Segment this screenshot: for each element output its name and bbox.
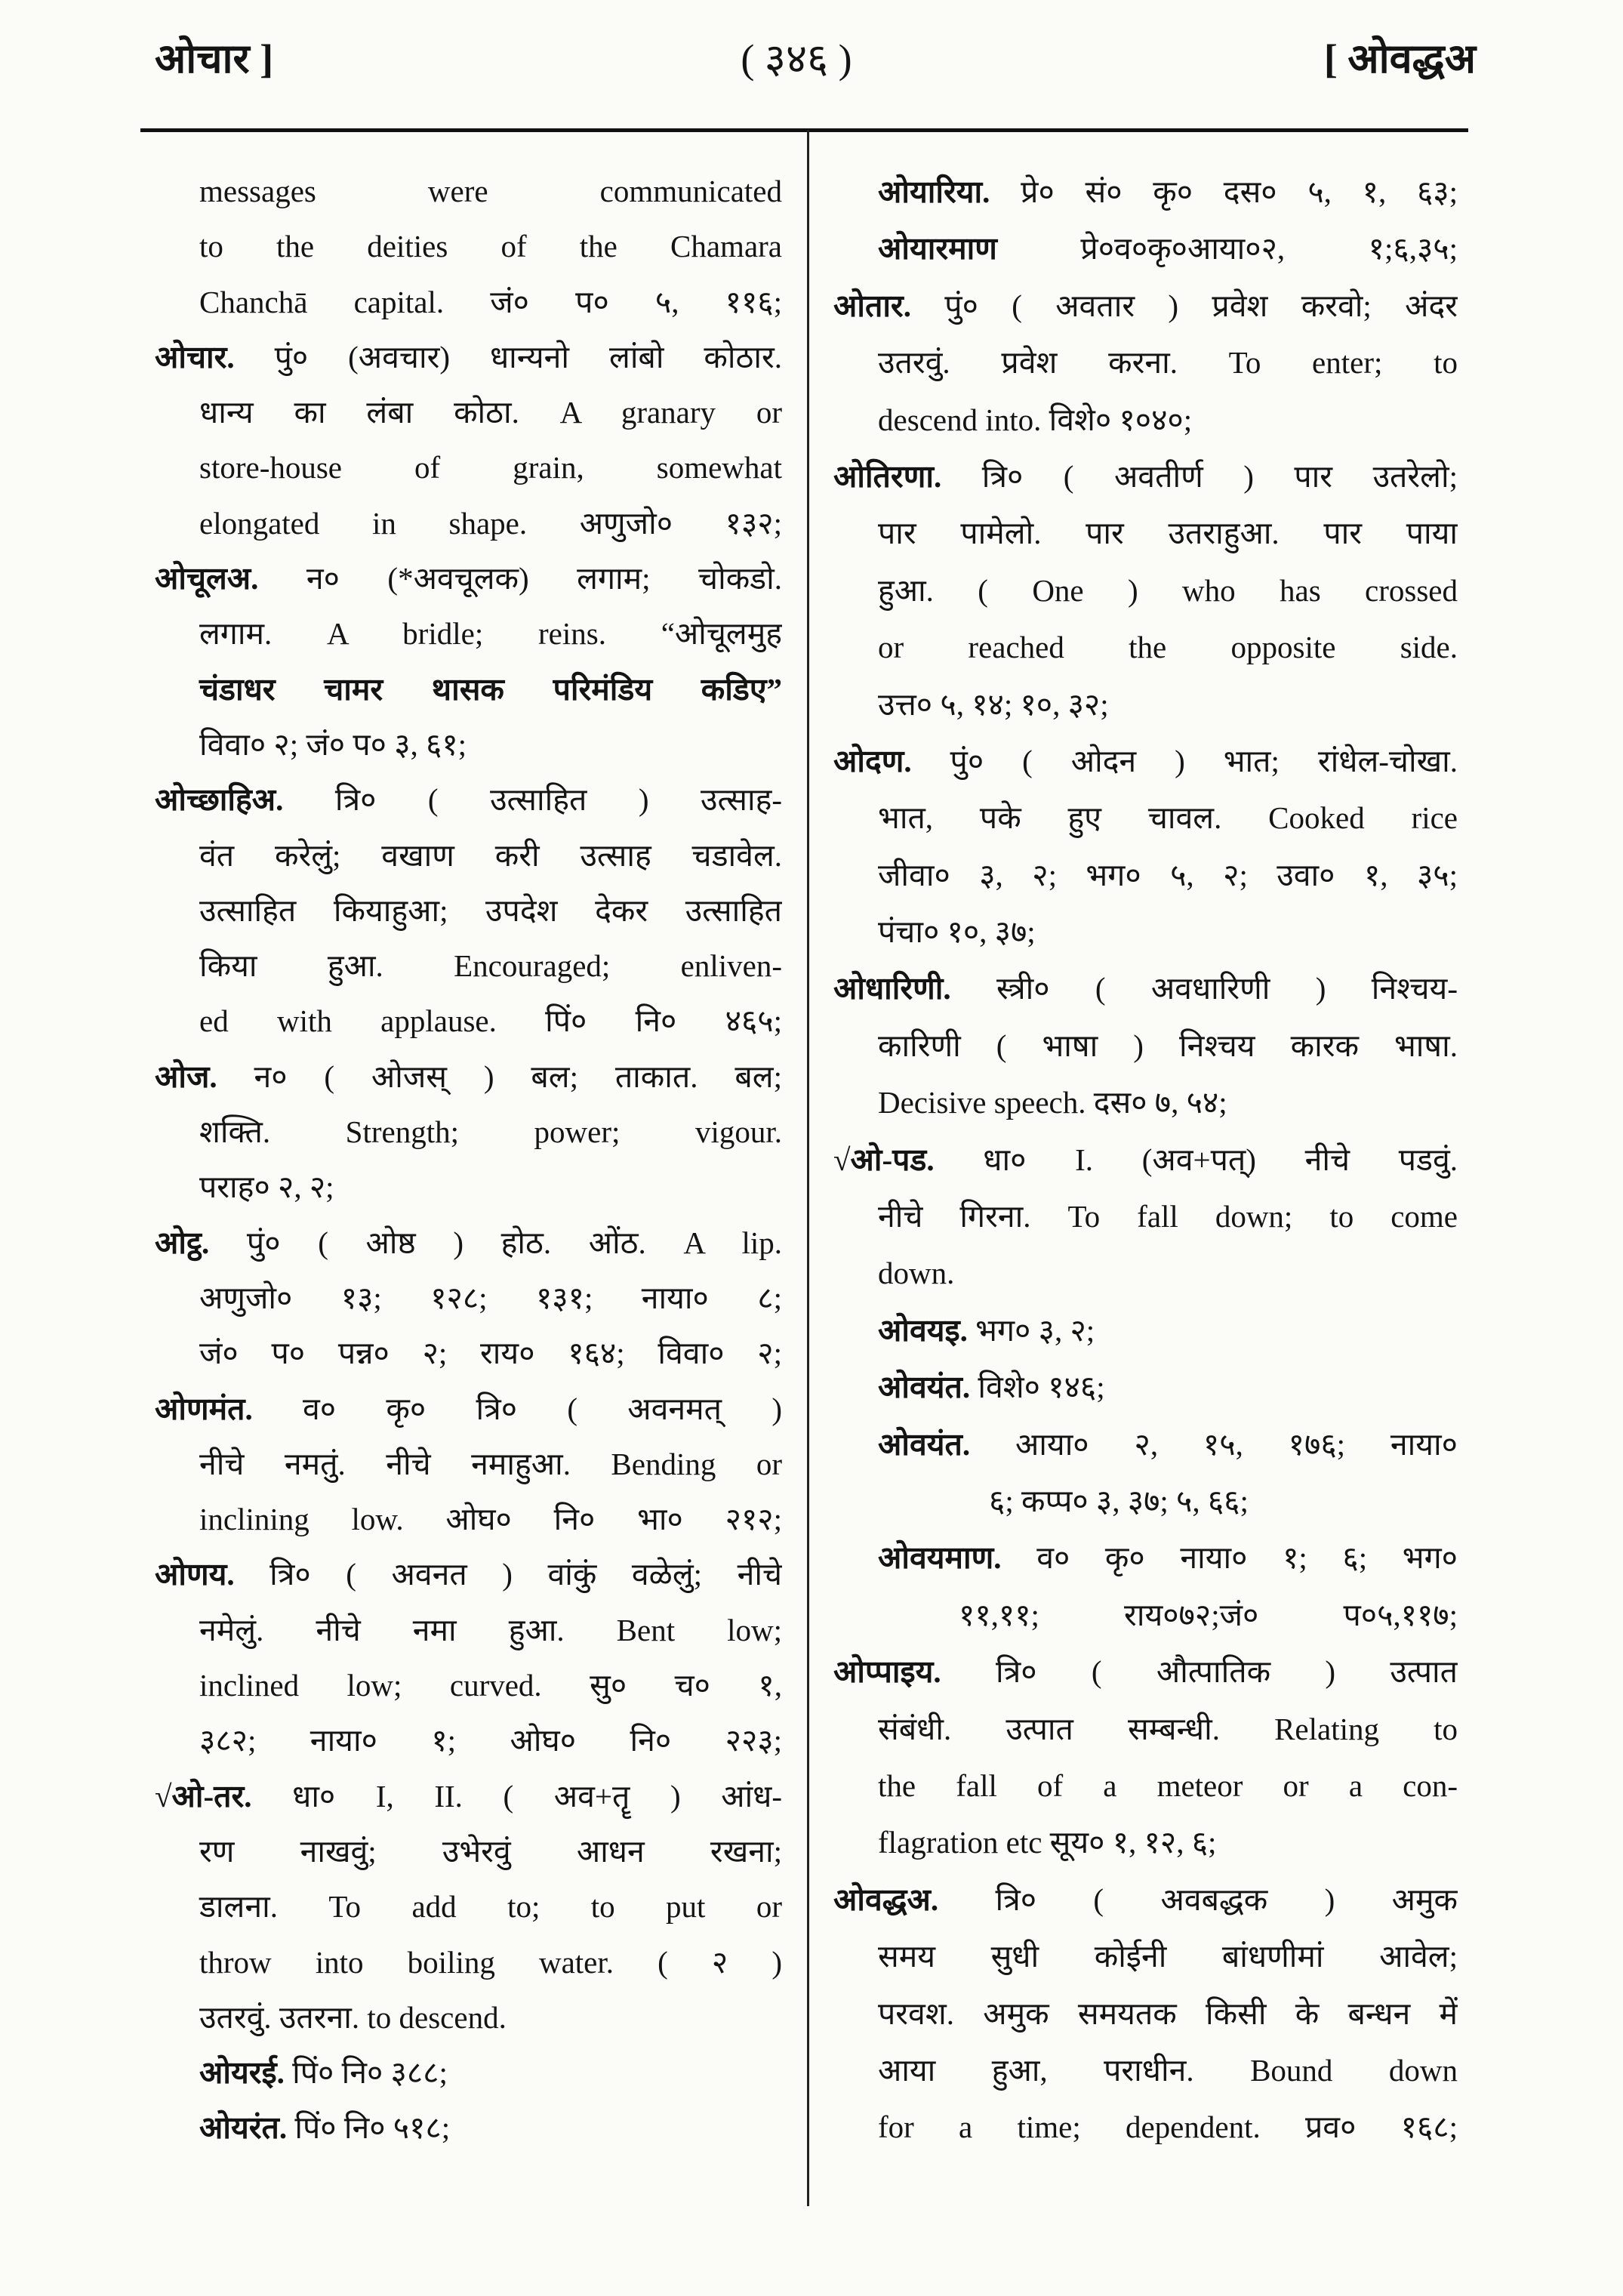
entry-line	[155, 883, 782, 938]
line-text: धान्य का लंबा कोठा. A granary or	[199, 395, 782, 430]
headword: √ओ-पड.	[833, 1142, 935, 1177]
line-text: elongated in shape. अणुजो० १३२;	[199, 505, 782, 541]
line-text: ६; कप्प० ३, ३७; ५, ६६;	[989, 1483, 1249, 1518]
entry-line	[833, 904, 1458, 960]
subform-headword: ओयरंत.	[199, 2110, 288, 2146]
line-text: ११,११; राय०७२;जं० प०५,११७;	[959, 1597, 1458, 1632]
entry-line	[155, 1326, 782, 1381]
entry-line	[155, 1160, 782, 1215]
entry-line	[155, 1824, 782, 1879]
reference-text: पिं० नि० ३८८;	[284, 2055, 448, 2091]
entry-line	[833, 505, 1458, 562]
entry-line	[155, 1271, 782, 1326]
entry-subform-line	[833, 1416, 1458, 1473]
entry-headword-line	[833, 278, 1458, 334]
page-number: ( ३४६ )	[741, 36, 852, 82]
line-text: उत्त० ५, १४; १०, ३२;	[878, 686, 1109, 722]
entry-headword-line	[155, 1769, 782, 1824]
line-text: उतरवुं. उतरना. to descend.	[199, 1999, 507, 2035]
subform-headword: ओवयंत.	[878, 1370, 971, 1405]
entry-headword-line	[155, 1049, 782, 1105]
line-text: नमेलुं. नीचे नमा हुआ. Bent low;	[199, 1612, 782, 1647]
entry-line	[833, 1245, 1458, 1302]
line-text: समय सुधी कोईनी बांधणीमां आवेल;	[878, 1939, 1458, 1974]
line-text: किया हुआ. Encouraged; enliven-	[199, 948, 782, 984]
entry-line	[833, 392, 1458, 448]
line-text: आया हुआ, पराधीन. Bound down	[878, 2052, 1458, 2088]
entry-headword-line	[833, 960, 1458, 1017]
entry-line	[155, 662, 782, 717]
entry-line	[155, 938, 782, 994]
definition-text: न० (*अवचूलक) लगाम; चोकडो.	[258, 561, 782, 596]
line-text: flagration etc सूय० १, १२, ६;	[878, 1825, 1217, 1860]
entry-subform-line	[833, 164, 1458, 220]
line-text: ed with applause. पिं० नि० ४६५;	[199, 1003, 782, 1039]
entry-line	[155, 219, 782, 274]
entry-line	[155, 164, 782, 219]
line-text: store-house of grain, somewhat	[199, 450, 782, 485]
entry-line	[155, 606, 782, 661]
right-column	[833, 164, 1458, 2156]
definition-text: पुं० ( अवतार ) प्रवेश करवो; अंदर	[910, 288, 1458, 323]
entry-line	[155, 717, 782, 772]
line-text: भात, पके हुए चावल. Cooked rice	[878, 800, 1458, 836]
line-text: throw into boiling water. ( २ )	[199, 1944, 782, 1980]
line-text: inclined low; curved. सु० च० १,	[199, 1668, 782, 1703]
line-text: the fall of a meteor or a con-	[878, 1767, 1458, 1803]
entry-headword-line	[155, 1382, 782, 1437]
entry-line	[155, 1603, 782, 1658]
line-text: descend into. विशे० १०४०;	[878, 402, 1193, 437]
headword: ओतिरणा.	[833, 458, 942, 494]
headword: ओधारिणी.	[833, 971, 951, 1006]
line-text: रण नाखवुं; उभेरवुं आधन रखना;	[199, 1833, 782, 1869]
entry-headword-line	[155, 330, 782, 385]
header-last-headword: [ ओवद्धअ	[1323, 36, 1476, 82]
definition-text: न० ( ओजस् ) बल; ताकात. बल;	[217, 1059, 782, 1094]
entry-line	[833, 2099, 1458, 2156]
definition-text: त्रि० ( औत्पातिक ) उत्पात	[941, 1654, 1458, 1690]
headword: ओज.	[155, 1059, 217, 1094]
line-text: down.	[878, 1256, 955, 1291]
line-text: कारिणी ( भाषा ) निश्चय कारक भाषा.	[878, 1028, 1458, 1063]
definition-text: धा० I. (अव+पत्) नीचे पडवुं.	[934, 1142, 1458, 1177]
subform-headword: ओयारमाण	[878, 231, 997, 267]
line-text: लगाम. A bridle; reins. “ओचूलमुह	[199, 616, 782, 652]
subform-headword: ओयरई.	[199, 2055, 285, 2091]
entry-line	[833, 562, 1458, 619]
line-text: उत्साहित कियाहुआ; उपदेश देकर उत्साहित	[199, 892, 782, 928]
line-text: messages were communicated	[199, 174, 782, 208]
definition-text: त्रि० ( उत्साहित ) उत्साह-	[283, 782, 782, 818]
line-text: चंडाधर चामर थासक परिमंडिय कडिए”	[199, 671, 782, 707]
definition-text: पुं० ( ओदन ) भात; रांधेल-चोखा.	[911, 743, 1458, 778]
column-divider	[807, 130, 809, 2206]
headword: ओट्ठ.	[155, 1225, 210, 1260]
entry-subform-line	[833, 220, 1458, 277]
entry-line	[833, 1074, 1458, 1131]
entry-subform-line	[833, 1302, 1458, 1359]
line-text: जीवा० ३, २; भग० ५, २; उवा० १, ३५;	[878, 857, 1458, 892]
headword: ओप्पाइय.	[833, 1654, 941, 1690]
entry-line	[833, 1188, 1458, 1245]
definition-text: पुं० ( ओष्ठ ) होठ. ओंठ. A lip.	[209, 1225, 782, 1260]
line-text: पार पामेलो. पार उतराहुआ. पार पाया	[878, 516, 1458, 551]
entry-headword-line	[833, 1872, 1458, 1928]
entry-headword-line	[833, 1644, 1458, 1700]
entry-line	[155, 994, 782, 1049]
reference-text: पिं० नि० ५१८;	[287, 2110, 451, 2146]
entry-headword-line	[155, 1216, 782, 1271]
line-text: नीचे गिरना. To fall down; to come	[878, 1199, 1458, 1234]
reference-text: व० कृ० नाया० १; ६; भग०	[1001, 1540, 1458, 1576]
entry-line	[833, 1758, 1458, 1814]
reference-text: भग० ३, २;	[967, 1312, 1095, 1348]
reference-text: प्रे० सं० कृ० दस० ५, १, ६३;	[990, 174, 1458, 209]
line-text: ३८२; नाया० १; ओघ० नि० २२३;	[199, 1723, 782, 1758]
entry-line	[833, 1814, 1458, 1871]
entry-line	[833, 1018, 1458, 1074]
line-text: अणुजो० १३; १२८; १३१; नाया० ८;	[199, 1280, 782, 1315]
headword: ओवद्धअ.	[833, 1881, 939, 1917]
subform-headword: ओवयंत.	[878, 1426, 971, 1462]
entry-line	[833, 619, 1458, 676]
entry-line	[833, 1587, 1458, 1644]
headword: √ओ-तर.	[155, 1778, 252, 1814]
headword: ओदण.	[833, 743, 912, 778]
line-text: विवा० २; जं० प० ३, ६१;	[199, 726, 467, 762]
definition-text: त्रि० ( अवतीर्ण ) पार उतरेलो;	[941, 458, 1458, 494]
entry-line	[833, 790, 1458, 846]
headword: ओणमंत.	[155, 1391, 253, 1426]
line-text: हुआ. ( One ) who has crossed	[878, 572, 1458, 608]
line-text: पराह० २, २;	[199, 1170, 334, 1205]
entry-line	[155, 1935, 782, 1990]
entry-headword-line	[155, 1547, 782, 1602]
definition-text: त्रि० ( अवनत ) वांकुं वळेलुं; नीचे	[234, 1557, 782, 1592]
definition-text: पुं० (अवचार) धान्यनो लांबो कोठार.	[234, 339, 782, 374]
entry-headword-line	[833, 733, 1458, 790]
definition-text: व० कृ० त्रि० ( अवनमत् )	[252, 1391, 782, 1426]
line-text: Chanchā capital. जं० प० ५, ११६;	[199, 284, 782, 319]
headword: ओणय.	[155, 1557, 235, 1592]
line-text: डालना. To add to; to put or	[199, 1889, 782, 1925]
definition-text: धा० I, II. ( अव+तॄ ) आंध-	[251, 1778, 782, 1814]
entry-headword-line	[833, 1132, 1458, 1188]
entry-line	[155, 385, 782, 440]
entry-line	[155, 1658, 782, 1713]
reference-text: विशे० १४६;	[970, 1370, 1105, 1405]
definition-text: त्रि० ( अवबद्धक ) अमुक	[938, 1881, 1458, 1917]
entry-line	[155, 1437, 782, 1492]
entry-headword-line	[155, 772, 782, 827]
reference-text: प्रे०व०कृ०आया०२, १;६,३५;	[996, 231, 1458, 267]
line-text: to the deities of the Chamara	[199, 229, 782, 264]
entry-line	[155, 828, 782, 883]
line-text: inclining low. ओघ० नि० भा० २१२;	[199, 1502, 782, 1537]
line-text: परवश. अमुक समयतक किसी के बन्धन में	[878, 1996, 1458, 2031]
entry-subform-line	[833, 1530, 1458, 1586]
left-column	[155, 164, 782, 2156]
entry-line	[833, 2042, 1458, 2099]
headword: ओचार.	[155, 339, 235, 374]
entry-line	[155, 1713, 782, 1768]
line-text: Decisive speech. दस० ७, ५४;	[878, 1085, 1227, 1120]
header-rule	[140, 128, 1468, 132]
entry-line	[155, 496, 782, 551]
line-text: or reached the opposite side.	[878, 630, 1458, 665]
entry-line	[155, 1105, 782, 1160]
line-text: उतरवुं. प्रवेश करना. To enter; to	[878, 345, 1458, 381]
entry-line	[155, 440, 782, 495]
header-first-headword: ओचार ]	[155, 36, 274, 82]
line-text: for a time; dependent. प्रव० १६८;	[878, 2110, 1458, 2145]
line-text: पंचा० १०, ३७;	[878, 914, 1036, 950]
entry-subform-line	[155, 2045, 782, 2100]
entry-subform-line	[833, 1359, 1458, 1416]
line-text: नीचे नमतुं. नीचे नमाहुआ. Bending or	[199, 1446, 782, 1481]
entry-headword-line	[155, 551, 782, 606]
entry-line	[833, 334, 1458, 391]
headword: ओचूलअ.	[155, 561, 259, 596]
entry-line	[155, 1990, 782, 2045]
line-text: वंत करेलुं; वखाण करी उत्साह चडावेल.	[199, 837, 782, 873]
entry-line	[833, 1701, 1458, 1758]
reference-text: आया० २, १५, १७६; नाया०	[970, 1426, 1458, 1462]
entry-line	[833, 1928, 1458, 1985]
headword: ओच्छाहिअ.	[155, 782, 284, 818]
entry-line	[155, 1879, 782, 1934]
entry-line	[155, 275, 782, 330]
entry-line	[833, 1986, 1458, 2042]
entry-line	[833, 676, 1458, 733]
line-text: शक्ति. Strength; power; vigour.	[199, 1114, 782, 1150]
line-text: संबंधी. उत्पात सम्बन्धी. Relating to	[878, 1711, 1458, 1746]
entry-subform-line	[155, 2100, 782, 2156]
subform-headword: ओयारिया.	[878, 174, 990, 209]
definition-text: स्त्री० ( अवधारिणी ) निश्चय-	[950, 971, 1458, 1006]
subform-headword: ओवयमाण.	[878, 1540, 1002, 1576]
line-text: जं० प० पन्न० २; राय० १६४; विवा० २;	[199, 1336, 782, 1371]
headword: ओतार.	[833, 288, 911, 323]
entry-line	[833, 1473, 1458, 1530]
entry-line	[833, 847, 1458, 904]
subform-headword: ओवयइ.	[878, 1312, 968, 1348]
entry-headword-line	[833, 448, 1458, 505]
entry-line	[155, 1492, 782, 1547]
